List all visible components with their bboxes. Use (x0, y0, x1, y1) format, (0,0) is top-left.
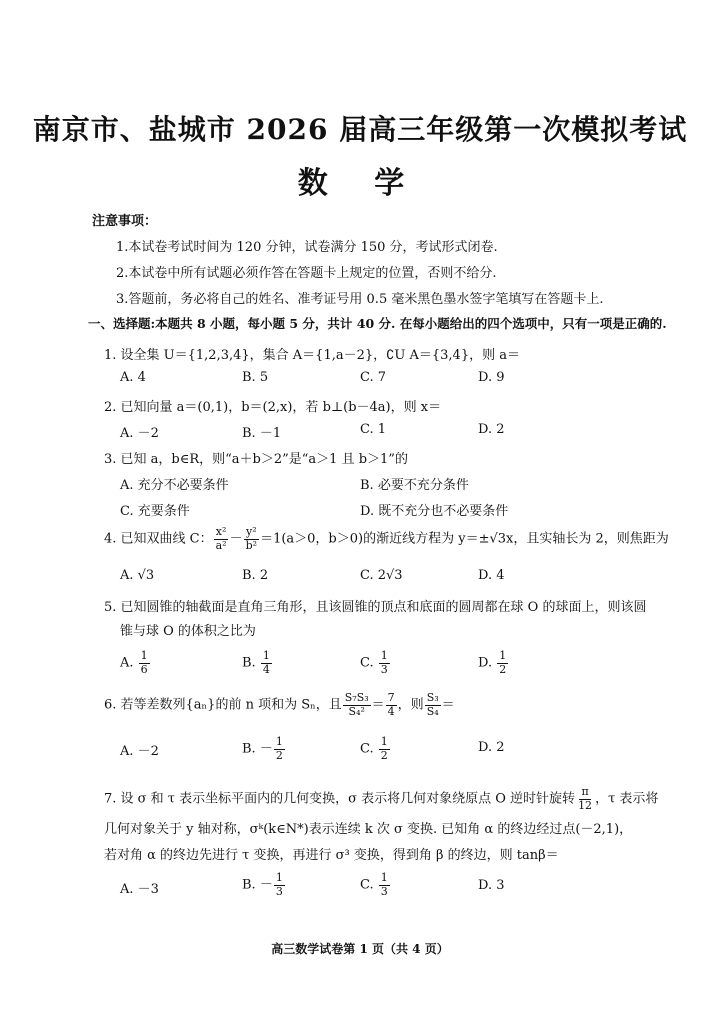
question-4-option-c: C. 2√3 (360, 568, 403, 583)
question-7-option-b (242, 872, 286, 898)
option-fraction (274, 736, 285, 762)
question-7-stem-line-3: 若对角 α 的终边先进行 τ 变换，再进行 σ³ 变换，得到角 β 的终边，则 tanβ＝ (104, 848, 559, 863)
fraction-s7s3-s4sq (343, 692, 371, 718)
option-prefix: C. (360, 741, 374, 757)
fraction-numerator: 1 (262, 649, 270, 662)
question-3-option-a: A. 充分不必要条件 (120, 478, 229, 493)
question-6-option-a: A. －2 (120, 744, 159, 759)
notice-item-2: 2.本试卷中所有试题必须作答在答题卡上规定的位置，否则不给分. (116, 266, 497, 281)
question-1-option-c: C. 7 (360, 370, 387, 385)
fraction-numerator: π (581, 785, 589, 798)
fraction-denominator: a² (215, 538, 227, 552)
option-fraction (497, 650, 508, 676)
fraction-numerator: y² (246, 525, 257, 538)
question-2-stem: 2. 已知向量 a＝(0,1)，b＝(2,x)，若 b⊥(b－4a)，则 x＝ (104, 400, 442, 415)
question-6-stem (104, 692, 455, 718)
fraction-pi-12 (576, 786, 594, 812)
question-1-option-d: D. 9 (478, 370, 505, 385)
exam-title: 南京市、盐城市 2026 届高三年级第一次模拟考试 (32, 113, 688, 146)
question-7-stem-line-1 (104, 786, 658, 812)
option-prefix: B. － (242, 877, 273, 893)
question-6-option-b (242, 736, 286, 762)
question-2-option-b: B. －1 (242, 426, 282, 441)
fraction-numerator: 1 (380, 735, 388, 748)
question-6-stem-mid: ，则 (397, 697, 424, 713)
question-7-stem-mid: ，τ 表示将 (595, 791, 659, 807)
fraction-7-4 (386, 692, 397, 718)
question-5-stem-line-2: 锥与球 O 的体积之比为 (120, 624, 256, 639)
option-prefix: C. (360, 655, 374, 671)
question-5-stem-line-1: 5. 已知圆锥的轴截面是直角三角形，且该圆锥的顶点和底面的圆周都在球 O 的球面上，则该圆 (104, 600, 647, 615)
question-5-option-c (360, 650, 391, 676)
question-7-option-c (360, 872, 391, 898)
fraction-numerator: 7 (387, 691, 395, 704)
option-prefix: B. (242, 655, 256, 671)
question-5-option-b (242, 650, 273, 676)
option-fraction (139, 650, 150, 676)
question-2-option-c: C. 1 (360, 422, 387, 437)
fraction-numerator: 1 (380, 649, 388, 662)
fraction-denominator: b² (245, 538, 258, 552)
fraction-denominator: 2 (499, 662, 507, 676)
fraction-s3-s4 (425, 692, 441, 718)
fraction-denominator: 2 (380, 748, 388, 762)
option-fraction (274, 872, 285, 898)
fraction-numerator: 1 (275, 871, 283, 884)
question-6-stem-start: 6. 若等差数列{aₙ}的前 n 项和为 Sₙ，且 (104, 697, 342, 713)
question-7-option-a: A. －3 (120, 882, 159, 897)
fraction-denominator: 4 (387, 704, 395, 718)
notice-item-1: 1.本试卷考试时间为 120 分钟，试卷满分 150 分，考试形式闭卷. (116, 240, 498, 255)
question-4-stem-end: ＝1(a＞0，b＞0)的渐近线方程为 y＝±√3x，且实轴长为 2，则焦距为 (260, 531, 669, 547)
notice-heading: 注意事项： (92, 214, 158, 229)
question-4-stem (104, 526, 669, 552)
question-6-option-d: D. 2 (478, 740, 505, 755)
question-3-stem: 3. 已知 a，b∈R，则“a＋b＞2”是“a＞1 且 b＞1”的 (104, 452, 408, 467)
fraction-numerator: S₃ (426, 691, 439, 704)
fraction-numerator: 1 (275, 735, 283, 748)
question-6-stem-end: ＝ (441, 697, 455, 713)
question-5-option-d (478, 650, 509, 676)
notice-item-3: 3.答题前，务必将自己的姓名、准考证号用 0.5 毫米黑色墨水签字笔填写在答题卡上. (116, 292, 604, 307)
option-prefix: D. (478, 655, 493, 671)
question-2-option-d: D. 2 (478, 422, 505, 437)
question-4-option-a: A. √3 (120, 568, 155, 583)
question-1-option-b: B. 5 (242, 370, 269, 385)
fraction-x2-a2 (214, 526, 229, 552)
page-footer: 高三数学试卷第 1 页（共 4 页） (271, 942, 449, 956)
question-7-stem-start: 7. 设 σ 和 τ 表示坐标平面内的几何变换，σ 表示将几何对象绕原点 O 逆时针旋转 (104, 791, 576, 807)
question-1-stem: 1. 设全集 U＝{1,2,3,4}，集合 A＝{1,a－2}，∁U A＝{3,4}，则 a＝ (104, 348, 520, 363)
question-3-option-c: C. 充要条件 (120, 504, 190, 519)
fraction-denominator: 3 (380, 884, 388, 898)
option-fraction (379, 650, 390, 676)
fraction-denominator: 3 (380, 662, 388, 676)
question-4-option-b: B. 2 (242, 568, 269, 583)
question-7-option-d: D. 3 (478, 878, 505, 893)
fraction-numerator: S₇S₃ (344, 691, 369, 704)
question-5-option-a (120, 650, 151, 676)
option-prefix: C. (360, 877, 374, 893)
question-6-option-c (360, 736, 391, 762)
fraction-denominator: 12 (578, 798, 593, 812)
option-prefix: B. － (242, 741, 273, 757)
fraction-numerator: 1 (140, 649, 148, 662)
fraction-numerator: x² (215, 525, 227, 538)
fraction-denominator: 4 (262, 662, 270, 676)
fraction-numerator: 1 (380, 871, 388, 884)
subject-title: 数 学 (297, 166, 423, 201)
fraction-denominator: 6 (140, 662, 148, 676)
question-7-stem-line-2: 几何对象关于 y 轴对称，σᵏ(k∈N*)表示连续 k 次 σ 变换. 已知角 α 的终边经过点(－2,1)， (104, 822, 633, 837)
question-1-option-a: A. 4 (120, 370, 146, 385)
fraction-numerator: 1 (499, 649, 507, 662)
fraction-denominator: S₄ (426, 704, 439, 718)
fraction-denominator: S₄² (348, 704, 365, 718)
question-2-option-a: A. －2 (120, 426, 159, 441)
question-3-option-b: B. 必要不充分条件 (360, 478, 469, 493)
option-fraction (379, 736, 390, 762)
fraction-denominator: 2 (275, 748, 283, 762)
fraction-denominator: 3 (275, 884, 283, 898)
equals-sign: ＝ (371, 697, 385, 713)
minus-sign: － (229, 531, 243, 547)
question-4-option-d: D. 4 (478, 568, 505, 583)
option-prefix: A. (120, 655, 134, 671)
option-fraction (379, 872, 390, 898)
section-heading: 一、选择题:本题共 8 小题，每小题 5 分，共计 40 分. 在每小题给出的四个选项中，只有一项是正确的. (88, 316, 667, 331)
fraction-y2-b2 (244, 526, 259, 552)
option-fraction (261, 650, 272, 676)
question-4-stem-start: 4. 已知双曲线 C： (104, 531, 213, 547)
question-3-option-d: D. 既不充分也不必要条件 (360, 504, 509, 519)
